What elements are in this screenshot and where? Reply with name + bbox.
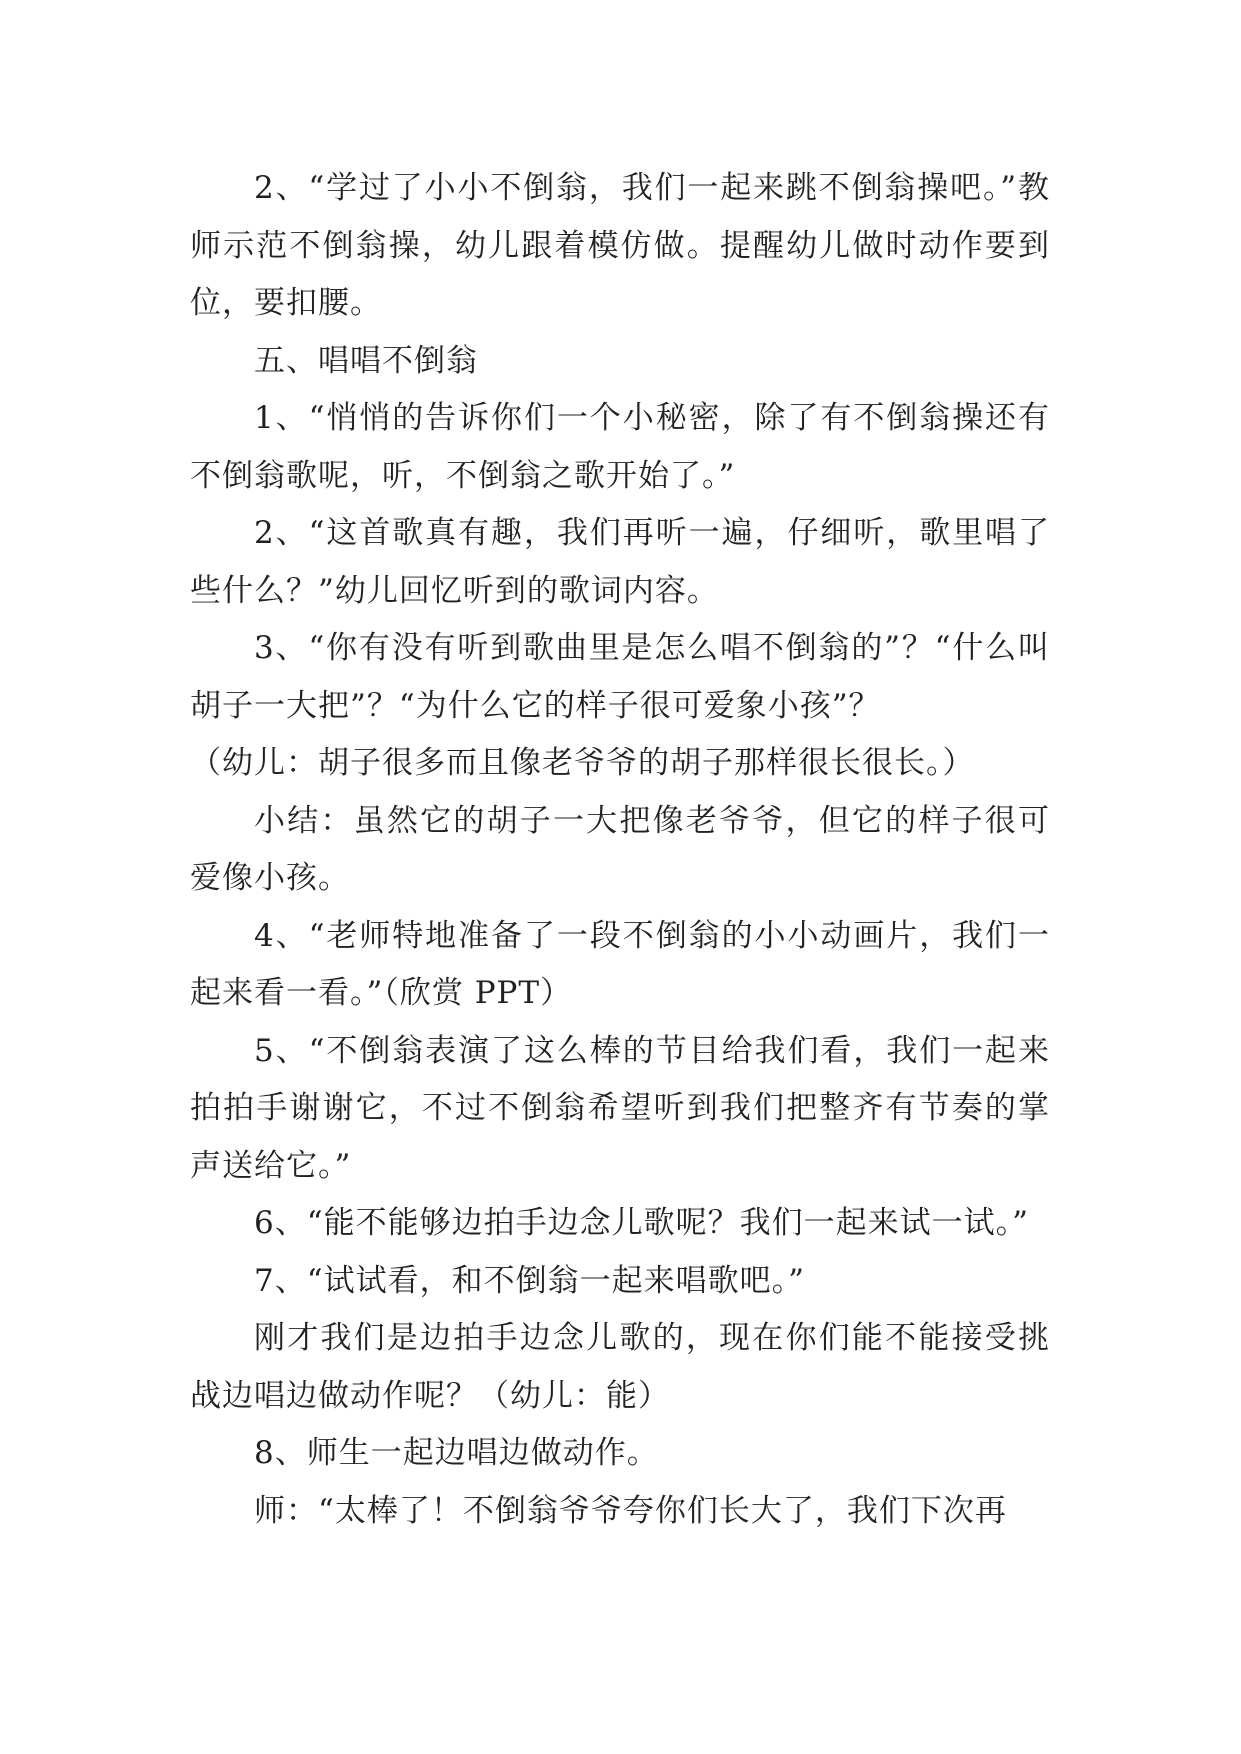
section-heading-sing: 五、唱唱不倒翁 [254,342,478,379]
paragraph-step-1-secret: 1、“悄悄的告诉你们一个小秘密，除了有不倒翁操还有不倒翁歌呢，听，不倒翁之歌开始了。” [190,400,1050,494]
paragraph-step-7-sing: 7、“试试看，和不倒翁一起来唱歌吧。” [254,1262,805,1299]
paragraph-summary: 小结：虽然它的胡子一大把像老爷爷，但它的样子很可爱像小孩。 [190,802,1050,896]
paragraph-step-3-questions: 3、“你有没有听到歌曲里是怎么唱不倒翁的”？“什么叫胡子一大把”？“为什么它的样子很可爱象小孩”？ [190,630,1050,724]
paragraph-step-6-chant: 6、“能不能够边拍手边念儿歌呢？我们一起来试一试。” [254,1205,1029,1241]
paragraph-child-answer: （幼儿：胡子很多而且像老爷爷的胡子那样很长很长。） [190,745,975,781]
paragraph-step-5-clap: 5、“不倒翁表演了这么棒的节目给我们看，我们一起来拍拍手谢谢它，不过不倒翁希望听到我们把整齐有节奏的掌声送给它。” [190,1032,1050,1184]
paragraph-step-4-animation: 4、“老师特地准备了一段不倒翁的小小动画片，我们一起来看一看。”（欣赏 PPT） [190,917,1050,1011]
paragraph-step-8-together: 8、师生一起边唱边做动作。 [254,1435,659,1471]
paragraph-step-2-listen: 2、“这首歌真有趣，我们再听一遍，仔细听，歌里唱了些什么？”幼儿回忆听到的歌词内容。 [190,515,1050,609]
paragraph-step-2-exercise: 2、“学过了小小不倒翁，我们一起来跳不倒翁操吧。”教师示范不倒翁操，幼儿跟着模仿做。提醒幼儿做时动作要到位，要扣腰。 [190,170,1050,321]
document-body [190,160,1050,1540]
paragraph-challenge: 刚才我们是边拍手边念儿歌的，现在你们能不能接受挑战边唱边做动作呢？（幼儿：能） [190,1320,1050,1414]
paragraph-teacher-praise: 师：“太棒了！不倒翁爷爷夸你们长大了，我们下次再 [254,1492,1007,1529]
